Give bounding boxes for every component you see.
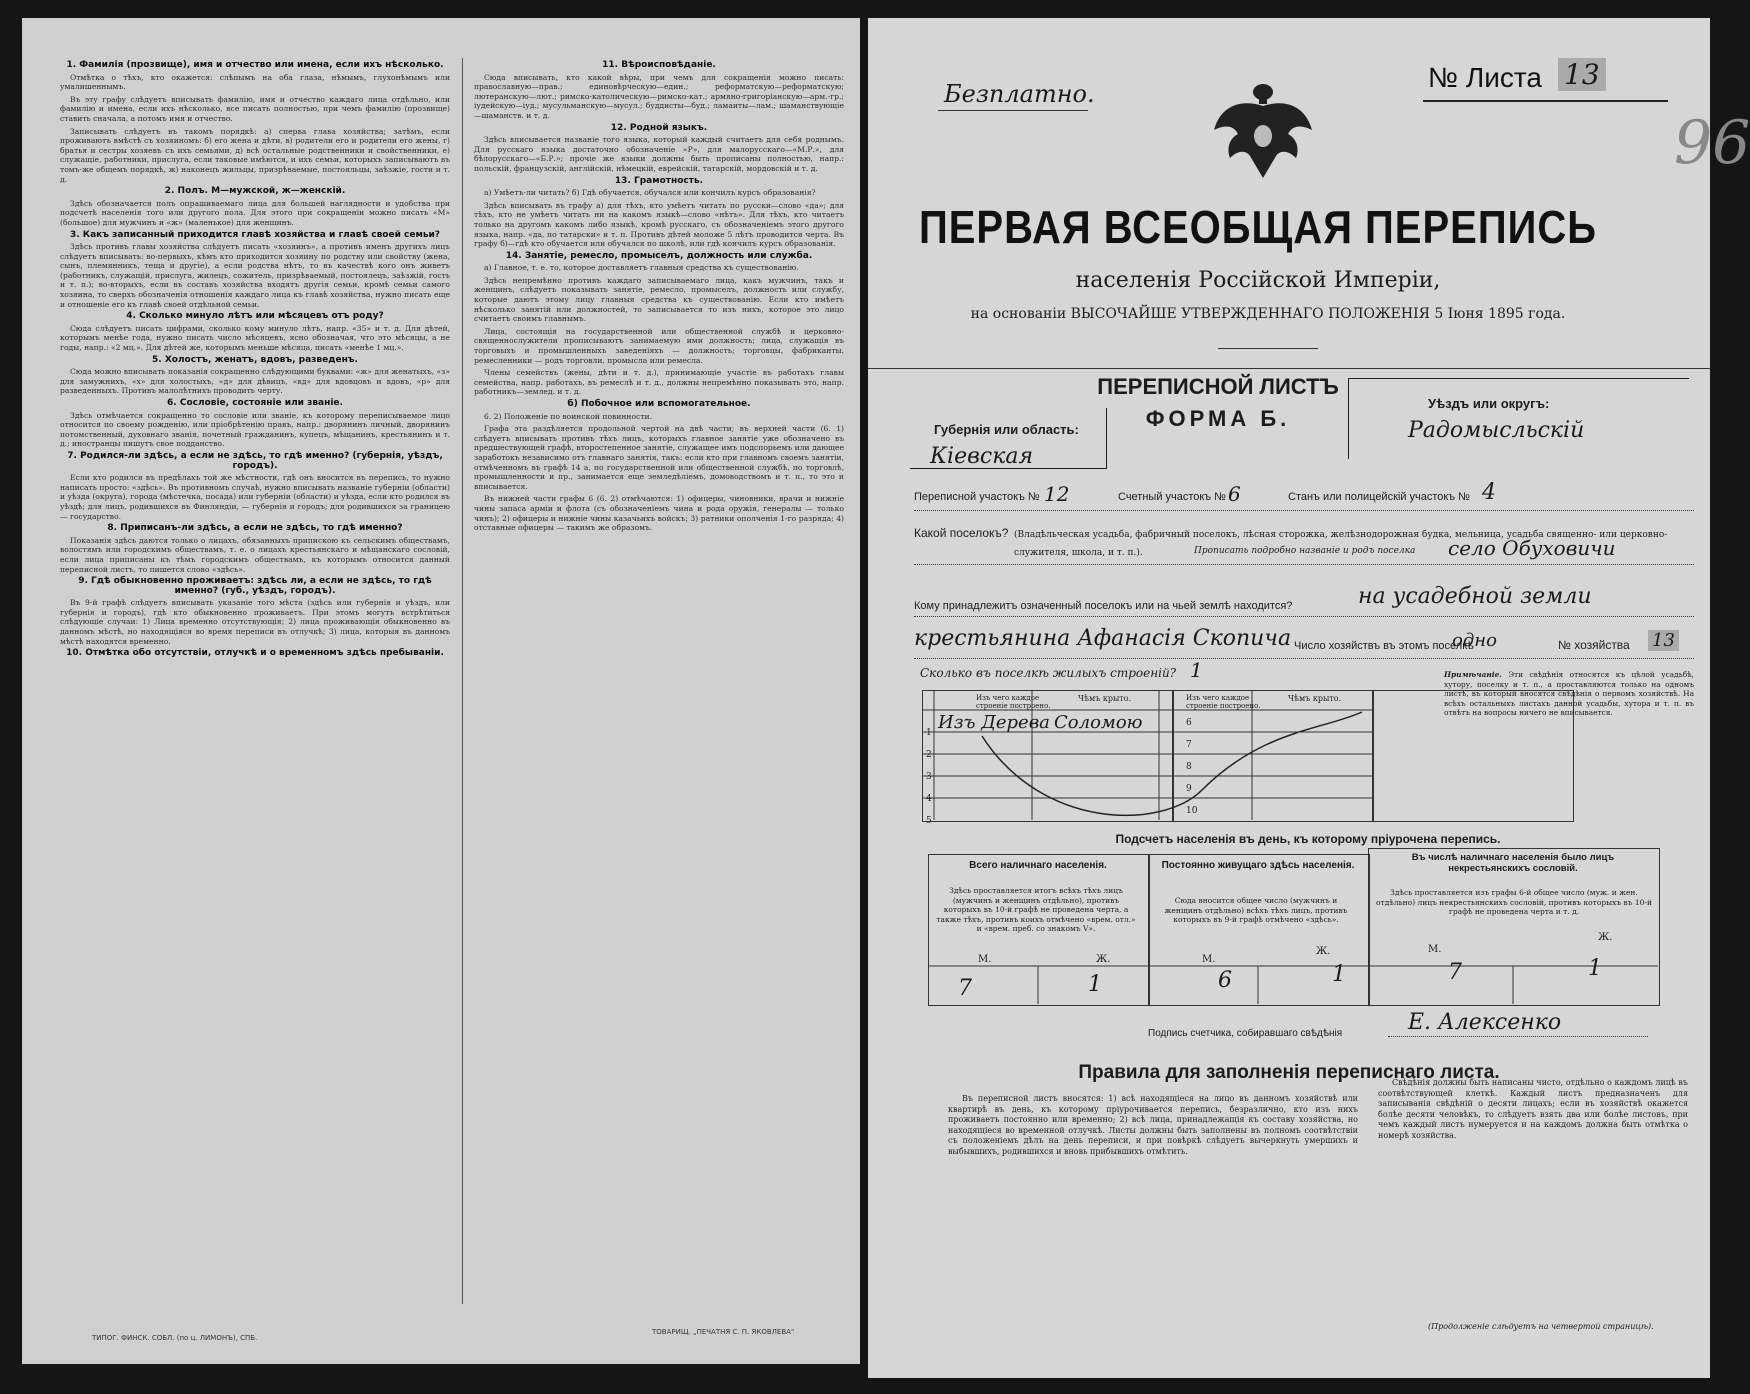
- section-paragraph: 6. 2) Положеніе по воинской повинности.: [484, 411, 652, 421]
- row-number: 10: [1186, 806, 1198, 816]
- stan-value: 4: [1482, 480, 1496, 505]
- section-paragraph: а) Умѣетъ-ли читать? б) Гдѣ обучается, обучался или кончилъ курсъ образованія?: [484, 188, 816, 198]
- column-divider: [462, 58, 463, 1304]
- m-label: М.: [1428, 944, 1442, 955]
- households-label: Число хозяйствъ въ этомъ поселкѣ: [1294, 640, 1474, 652]
- f-label: Ж.: [1598, 932, 1613, 943]
- household-number-label: № хозяйства: [1558, 638, 1630, 652]
- buildings-grid-lines: [922, 690, 1372, 820]
- row-number: 4: [926, 794, 932, 804]
- section-paragraph: Графа эта раздѣляется продольной чертой на двѣ части; въ верхней части (6. 1) слѣдуетъ вписывать противъ тѣхъ лицъ, которыхъ главное занятіе уже обозначено въ предшествующей графѣ, второстепенное занятіе, служащее имъ подспорьемъ или дающее заработокъ независимо отъ главнаго занятія, такъ: если кто при главномъ своемъ занятіи, отмѣченномъ въ графѣ 14 а, по государственной или общественной службѣ, по торговлѣ, промышленности и пр., занимается еще земледѣліемъ, домоводствомъ и т. п., то это и вписывается.: [474, 424, 844, 491]
- section-heading: 3. Какъ записанный приходится главѣ хозяйства и главѣ своей семьи?: [69, 229, 441, 240]
- count-col-permanent-text: Сюда вносится общее число (мужчинъ и женщинъ отдѣльно) всѣхъ тѣхъ лицъ, противъ которыхъ въ 9-й графѣ отмѣчено «здѣсь».: [1164, 896, 1348, 925]
- section-heading: 10. Отмѣтка обо отсутствіи, отлучкѣ и о временномъ здѣсь пребываніи.: [66, 648, 444, 659]
- section-paragraph: а) Главное, т. е. то, которое доставляетъ главныя средства къ существованію.: [484, 263, 799, 273]
- count-total-m: 7: [958, 976, 972, 1001]
- count-col-nonpeasant-title: Въ числѣ наличнаго населенія было лицъ некрестьянскихъ сословій.: [1411, 852, 1615, 874]
- rules-column-1: Въ переписной листъ вносятся: 1) всѣ находящіеся на лицо въ данномъ хозяйствѣ или квартирѣ въ день, къ которому пріурочивается перепись, безразлично, кто изъ нихъ проживаетъ постоянно или временно; 2) всѣ лица, принадлежащія къ составу хозяйства, но находящіеся во временной отлучкѣ. Листы должны быть заполнены въ полномъ соотвѣтствіи съ положеніемъ дѣлъ на день переписи, и при повѣркѣ слѣдуетъ вычеркнуть умершихъ и выбывшихъ, родившихся и вновь прибывшихъ отмѣтить.: [948, 1094, 1358, 1156]
- count-district-label: Счетный участокъ №: [1118, 491, 1226, 503]
- material-header-right: Изъ чего каждое строеніе построено.: [1186, 694, 1261, 710]
- owner-value: на усадебной земли: [1358, 584, 1592, 609]
- row-line-3: [914, 616, 1694, 617]
- section-heading: 14. Занятіе, ремесло, промыселъ, должность или служба.: [505, 250, 813, 261]
- row-number: 3: [926, 772, 932, 782]
- section-paragraph: Здѣсь отмѣчается сокращенно то сословіе или званіе, къ которому переписываемое лицо относится по своему рожденію, или пріобрѣтенію правъ, напр.: дворянинъ личный, дворянинъ потомственный, духовнаго званія, почетный гражданинъ, купецъ, мѣщанинъ, крестьянинъ и т. д.; иностранцы пишутъ свое подданство.: [60, 410, 450, 449]
- material-header-left: Изъ чего каждое строеніе построено.: [976, 694, 1051, 710]
- row-number: 1: [926, 728, 932, 738]
- settlement-hint: (Владѣльческая усадьба, фабричный поселокъ, лѣсная сторожка, желѣзнодорожная будка, мельница, усадьба священно- или церковно-служителя, школа, и т. п.).: [1014, 530, 1668, 558]
- row-number: 2: [926, 750, 932, 760]
- section-paragraph: Члены семействъ (жены, дѣти и т. д.), принимающіе участіе въ работахъ главы семейства, напр. работахъ, въ ремеслѣ и т. д., должны непремѣнно показывать это, напр. работникъ—землед. и т. д.: [474, 368, 844, 397]
- buildings-label: Сколько въ поселкѣ жилыхъ строеній?: [920, 666, 1177, 680]
- section-paragraph: Здѣсь непремѣнно противъ каждаго записываемаго лица, какъ мужчинъ, такъ и женщинъ, слѣдуетъ показывать занятіе, ремесло, промыселъ, должность или службу, которые даютъ этому лицу главныя средства къ существованію. Если кто имѣетъ нѣсколько занятій или должностей, то записывается то изъ нихъ, которое это лицо считаетъ своимъ главнымъ.: [474, 275, 844, 324]
- count-total-f: 1: [1088, 972, 1102, 997]
- row-number: 7: [1186, 740, 1192, 750]
- section-heading: 2. Полъ. М—мужской, ж—женскій.: [164, 186, 346, 197]
- count-permanent-m: 6: [1218, 968, 1232, 993]
- signature-value: Е. Алексенко: [1408, 1010, 1562, 1035]
- section-heading: 6. Сословіе, состояніе или званіе.: [167, 398, 343, 408]
- section-paragraph: Лица, состоящія на государственной или общественной службѣ и церковно-священнослужители прописываютъ занимаемую ими должность; лица, служащія въ торговыхъ и промышленныхъ заведеніяхъ — должность; торговцы, фабриканты, ремесленники — родъ торговли, промысла или ремесла.: [474, 326, 844, 365]
- note-label: Примѣчаніе.: [1444, 670, 1502, 679]
- section-heading: 9. Гдѣ обыкновенно проживаетъ: здѣсь ли, а если не здѣсь, то гдѣ именно? (губ., уѣздъ, городъ).: [78, 576, 432, 596]
- section-paragraph: Въ эту графу слѣдуетъ вписывать фамилію, имя и отчество каждаго лица отдѣльно, или фамилію и имена, если ихъ нѣсколько, все писать полностью, при чемъ фамилію (прозвище) ставить сначала, а потомъ имя и отчество.: [60, 94, 450, 123]
- section-heading: 11. Вѣроисповѣданіе.: [602, 60, 716, 70]
- row-line-2: [914, 564, 1694, 565]
- count-grid-lines: [928, 854, 1658, 1004]
- section-paragraph: Здѣсь вписывать въ графу а) для тѣхъ, кто умѣетъ читать по русски—слово «да»; для тѣхъ, кто не умѣетъ читать ни на какомъ языкѣ—слово «нѣтъ». Для тѣхъ, кто читаетъ только на другомъ какомъ либо языкѣ, кромѣ русскаго, съ обозначеніемъ этого другого языка, напр. «да, по татарски» и т. п. Противъ дѣтей моложе 5 лѣтъ проводится черта. Въ графу б)—гдѣ кто обучается или обучался по школѣ, или гдѣ кончилъ курсъ образованія.: [474, 200, 844, 249]
- count-col-total-title: Всего наличнаго населенія.: [969, 860, 1107, 871]
- instructions-column-1: [60, 58, 450, 1288]
- province-value: Кіевская: [930, 444, 1034, 469]
- sheet-number-label: № Листа: [1428, 62, 1542, 93]
- section-heading: 4. Сколько минуло лѣтъ или мѣсяцевъ отъ роду?: [126, 311, 384, 322]
- census-title: ПЕРВАЯ ВСЕОБЩАЯ ПЕРЕПИСЬ: [919, 202, 1597, 254]
- row-line-1: [914, 510, 1694, 511]
- census-decree-line: на основаніи ВЫСОЧАЙШЕ УТВЕРЖДЕННАГО ПОЛОЖЕНІЯ 5 Іюня 1895 года.: [970, 306, 1566, 322]
- section-paragraph: Здѣсь вписывается названіе того языка, который каждый считаетъ для себя роднымъ. Для русскаго языка достаточно обозначеніе «Р», для малорусскаго—«М.Р.», для бѣлорусскаго—«Б.Р.»; прочіе же языки должны быть прописаны полностью, напр.: польскій, французскій, англійскій, нѣмецкій, еврейскій, татарскій, мордовскій и т. д.: [474, 135, 844, 173]
- section-paragraph: Показанія здѣсь даются только о лицахъ, обязанныхъ припискою къ сельскимъ обществамъ, волостямъ или городскимъ обществамъ, т. е. о лицахъ крестьянскаго и мѣщанскаго сословій, если лица приписаны къ тѣмъ городскимъ обществамъ, къ которымъ относится данный переписной листъ, то пишется слово «здѣсь».: [60, 535, 450, 574]
- f-label: Ж.: [1316, 946, 1331, 957]
- title-rule: [1218, 348, 1318, 349]
- note-block: [1444, 670, 1694, 718]
- count-nonpeasant-m: 7: [1448, 960, 1462, 985]
- census-district-value: 12: [1044, 482, 1070, 506]
- row-line-4: [914, 658, 1694, 659]
- row1-material: Изъ Дерева: [938, 712, 1050, 733]
- section-paragraph: Здѣсь обозначается полъ опрашиваемаго лица для большей наглядности и удобства при подсчетѣ населенія того или другого пола. Для этого при сокращеніи можно писать «М» (большое) для мужчинъ и «ж» (маленькое) для женщинъ.: [60, 198, 450, 227]
- section-paragraph: Здѣсь противъ главы хозяйства слѣдуетъ писать «хозяинъ», а противъ именъ другихъ лицъ слѣдуетъ вписывать: во-первыхъ, кѣмъ кто приходится хозяину по родству или свойству (жена, сынъ, племянникъ, теща и другіе), а если родства нѣтъ, то въ качествѣ кого онъ живетъ (работникъ, служащій, прислуга, жилецъ, сожитель, призрѣваемый, постоялецъ, заѣзжій, гость и т. п.); во-вторыхъ, если въ составъ хозяйства входятъ другія семьи, кромѣ семьи самого хозяина, то сверхъ обозначенія отношенія каждаго лица къ главѣ хозяйства, нужно писать еще и отношеніе его къ главѣ своей отдѣльной семьи.: [60, 242, 450, 309]
- continued-note: (Продолженіе слѣдуетъ на четвертой страницѣ).: [1428, 1322, 1654, 1331]
- census-subtitle: населенія Россійской Имперіи,: [1075, 268, 1441, 293]
- households-value: одно: [1452, 630, 1497, 651]
- rows-right: [1186, 712, 1200, 822]
- section-paragraph: Сюда вписывать, кто какой вѣры, при чемъ для сокращенія можно писать: православную—прав.; единовѣрческую—един.; реформатскую—реформатскую; лютеранскую—лют.; римско-католическую—римско-кат.; армяно-григоріанскую—арм.-гр.; іудейскую—іуд.; мусульманскую—мусул.; буддисты—буд.; ламаиты—лам.; шаманствующіе—шаманств. и т. д.: [474, 72, 844, 120]
- rules-title: Правила для заполненія переписнаго листа.: [1078, 1062, 1500, 1083]
- count-col-permanent-title: Постоянно живущаго здѣсь населенія.: [1161, 860, 1355, 871]
- section-heading: 5. Холостъ, женатъ, вдовъ, разведенъ.: [152, 354, 358, 365]
- district-label: Уѣздъ или округъ:: [1428, 396, 1550, 411]
- rows-left: [926, 722, 936, 832]
- owner-value-2: крестьянина Афанасія Скопича: [914, 626, 1292, 651]
- signature-line: [1388, 1036, 1648, 1037]
- settlement-value: село Обуховичи: [1448, 536, 1616, 560]
- section-paragraph: Въ нижней части графы 6 (6. 2) отмѣчаются: 1) офицеры, чиновники, врачи и нижніе чины запаса арміи и флота (съ обозначеніемъ чина и рода оружія, генералы — только чинъ); 2) офицеры и нижніе чины казачьихъ войскъ; 3) ратники ополченія 1-го разряда; 4) отставные офицеры — такимъ же образомъ.: [474, 494, 844, 533]
- section-heading: 8. Приписанъ-ли здѣсь, а если не здѣсь, то гдѣ именно?: [107, 523, 403, 534]
- count-nonpeasant-f: 1: [1588, 956, 1602, 981]
- free-underline: [938, 110, 1088, 111]
- free-label: Безплатно.: [944, 80, 1095, 108]
- form-letter: ФОРМА Б.: [1145, 406, 1291, 431]
- imperial-eagle-emblem: [1208, 78, 1318, 188]
- sheet-number-underline: [1423, 100, 1668, 102]
- rules-column-2: Свѣдѣнія должны быть написаны чисто, отдѣльно о каждомъ лицѣ въ соотвѣтствующей клеткѣ. Каждый листъ предназначенъ для записыванія свѣдѣній о десяти лицахъ; если въ хозяйствѣ окажется болѣе десяти человѣкъ, то слѣдуетъ взять два или болѣе листовъ, при чемъ каждый листъ нумеруется и на каждомъ должна быть отмѣтка о номерѣ хозяйства.: [1378, 1078, 1688, 1140]
- row1-roof: Соломою: [1054, 712, 1143, 733]
- province-label: Губернія или область:: [934, 422, 1079, 437]
- count-col-total-text: Здѣсь проставляется итогъ всѣхъ тѣхъ лицъ (мужчинъ и женщинъ отдѣльно), противъ которыхъ въ 10-й графѣ не проведена черта, а также тѣхъ, противъ коихъ отмѣчено «врем. отл.» и «врем. преб. со знакомъ V».: [936, 886, 1136, 934]
- row-number: 6: [1186, 718, 1192, 728]
- row-number: 8: [1186, 762, 1192, 772]
- section-heading: 7. Родился-ли здѣсь, а если не здѣсь, то гдѣ именно? (губернія, уѣздъ, городъ).: [67, 450, 443, 471]
- section-paragraph: Записывать слѣдуетъ въ такомъ порядкѣ: а) сперва глава хозяйства; затѣмъ, если проживаютъ вмѣстѣ съ хозяиномъ: б) его жена и дѣти, в) родители его и родители его жены, г) братья и сестры хозяевъ съ ихъ семьями, д) всѣ остальные родственники и свойственники, е) служащіе, работники, прислуга, если таковые имѣются, и ихъ семьи, которыхъ записываютъ въ томъ-же общемъ порядкѣ, ж) наконецъ жильцы, призрѣваемые, постояльцы, заѣзжіе, гости и т. д.: [60, 126, 450, 184]
- count-title: Подсчетъ населенія въ день, къ которому пріурочена перепись.: [1115, 832, 1501, 846]
- section-paragraph: Сюда слѣдуетъ писать цифрами, сколько кому минуло лѣтъ, напр. «35» и т. д. Для дѣтей, которымъ менѣе года, нужно писать число мѣсяцевъ, ясно обозначая, что это мѣсяцы, а не годы, напр.: «2 мц.». Для дѣтей же, которымъ меньше мѣсяца, писать «менѣе 1 мц.».: [60, 323, 450, 353]
- roof-header-right: Чѣмъ крыто.: [1288, 694, 1342, 703]
- signature-label: Подпись счетчика, собиравшаго свѣдѣнія: [1148, 1028, 1343, 1039]
- count-district-value: 6: [1228, 482, 1241, 506]
- section-paragraph: Въ 9-й графѣ слѣдуетъ вписывать указаніе того мѣста (здѣсь или губернія и уѣздъ, или губернія и городъ), гдѣ кто обыкновенно проживаетъ. При этомъ могутъ встрѣтиться слѣдующіе случаи: 1) Лица временно отсутствующія; 2) лица проживающія обыкновенно въ данномъ мѣстѣ, но находящіяся во время переписи въ отлучкѣ; 3) лица, которыя въ данномъ мѣстѣ находятся временно.: [60, 598, 450, 646]
- owner-label: Кому принадлежитъ означенный поселокъ или на чьей землѣ находится?: [914, 600, 1293, 612]
- roof-header-left: Чѣмъ крыто.: [1078, 694, 1132, 703]
- header-rule: [868, 368, 1710, 369]
- settlement-hint-2: Прописать подробно названіе и родъ поселка: [1194, 546, 1416, 556]
- stan-label: Станъ или полицейскій участокъ №: [1288, 491, 1470, 503]
- printer-right: ТОВАРИЩ. „ПЕЧАТНЯ С. П. ЯКОВЛЕВА": [652, 1328, 795, 1336]
- m-label: М.: [978, 954, 992, 965]
- section-paragraph: Сюда можно вписывать показанія сокращенно слѣдующими буквами: «ж» для женатыхъ, «з» для замужнихъ, «х» для холостыхъ, «д» для дѣвицъ, «вд» для вдовцовъ и вдовъ, «р» для разведенныхъ. Противъ малолѣтнихъ проводить черту.: [60, 367, 450, 396]
- left-page: [22, 18, 860, 1364]
- instructions-column-2: [474, 58, 844, 1313]
- buildings-value: 1: [1190, 658, 1203, 682]
- sheet-number-value: 13: [1558, 58, 1606, 91]
- right-page: [868, 18, 1750, 1378]
- census-district-label: Переписной участокъ №: [914, 491, 1040, 503]
- section-heading: 12. Родной языкъ.: [610, 122, 708, 133]
- section-heading: 1. Фамилія (прозвище), имя и отчество или имена, если ихъ нѣсколько.: [66, 60, 444, 70]
- section-paragraph: Если кто родился въ предѣлахъ той же мѣстности, гдѣ онъ вносится въ перепись, то нужно написать просто: «здѣсь». Въ противномъ случаѣ, нужно вписывать названіе губерніи (области) и уѣзда (округа), города (мѣстечка, посада) или губерніи (области) и уѣзда, если кто родился въ уѣздѣ; для лицъ, родившихся въ Финляндіи, — губернія и городъ; для родившихся за границею — государство.: [60, 473, 450, 521]
- row-number: 5: [926, 816, 932, 826]
- m-label: М.: [1202, 954, 1216, 965]
- row-number: 9: [1186, 784, 1192, 794]
- section-heading: б) Побочное или вспомогательное.: [567, 399, 751, 409]
- margin-note: 96: [1674, 108, 1750, 178]
- household-number-value: 13: [1648, 630, 1679, 651]
- section-paragraph: Отмѣтка о тѣхъ, кто окажется: слѣпымъ на оба глаза, нѣмымъ, глухонѣмымъ или умалишеннымъ.: [60, 72, 450, 92]
- printer-left: ТИПОГ. ФИНСК. СОБЛ. (по ц. ЛИМОНЪ), СПБ.: [92, 1334, 258, 1342]
- district-value: Радомысльскій: [1408, 418, 1585, 443]
- section-heading: 13. Грамотность.: [614, 175, 704, 186]
- count-col-nonpeasant-text: Здѣсь проставляется изъ графы 6-й общее число (муж. и жен. отдѣльно) лицъ некрестьянскихъ сословій, противъ которыхъ въ 10-й графѣ не проведена черта и т. д.: [1376, 888, 1652, 917]
- count-permanent-f: 1: [1332, 962, 1346, 987]
- note-text: Эти свѣдѣнія относятся къ цѣлой усадьбѣ, хутору, поселку и т. п., а проставляются только на одномъ листѣ, въ который вносятся свѣдѣнія о первомъ хозяйствѣ. На всѣхъ остальныхъ листахъ данной усадьбы, хутора и т. п. въ отвѣтъ на вопросы ничего не вписывается.: [1444, 670, 1695, 718]
- f-label: Ж.: [1096, 954, 1111, 965]
- settlement-label: Какой поселокъ?: [914, 526, 1009, 540]
- form-title: ПЕРЕПИСНОЙ ЛИСТЪ: [1097, 374, 1339, 399]
